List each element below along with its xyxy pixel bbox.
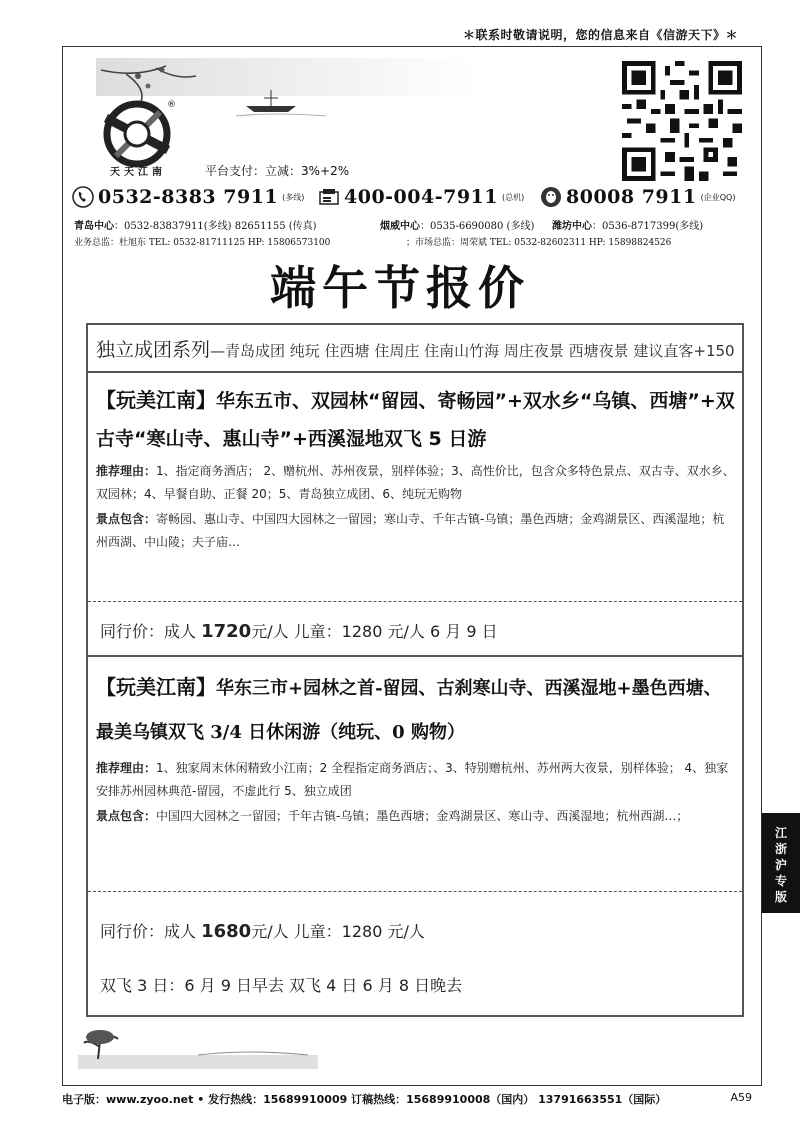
divider [88,371,742,373]
market-director: ；市场总监：周荣斌 TEL: 0532-82602311 HP: 15898824526 [406,238,672,248]
series-lead: 独立成团系列 [96,339,211,361]
business-director: 业务总监：杜旭东 TEL: 0532-81711125 HP: 15806573100 [74,238,331,248]
phone-icon [72,186,94,208]
series-heading [96,335,735,362]
center-yanwei: 烟威中心：0535-6690080 (多线) [380,221,535,232]
tour-card-1[interactable] [96,381,736,554]
tiantian-jiangnan-logo [98,98,176,170]
registered-mark: ® [167,100,176,110]
hotline-number: 80008 7911 [566,186,697,208]
flight-schedule: 双飞 3 日：6 月 9 日早去 双飞 4 日 6 月 8 日晚去 [100,976,463,995]
tour-price: 同行价：成人 1720元/人 儿童：1280 元/人 6 月 9 日 [100,621,498,642]
tour-reasons: 推荐理由：1、指定商务酒店； 2、赠杭州、苏州夜景，别样体验；3、高性价比，包含众多特色景点、双古寺、双水乡、双园林；4、早餐自助、正餐 20；5、青岛独立成团、6、纯玩无购物 [96,464,735,501]
footer-contacts: 电子版：www.zyoo.net • 发行热线：15689910009 订稿热线：15689910008（国内） 13791663551（国际） [62,1093,667,1106]
fax-icon [318,186,340,208]
tour-title: 【玩美江南】华东五市、双园林“留园、寄畅园”+双水乡“乌镇、西塘”+双古寺“寒山寺、惠山寺”+西溪湿地双飞 5 日游 [96,388,735,450]
adult-price: 1680 [201,921,252,942]
tour-card-2[interactable] [96,665,736,828]
hotline-tag: (总机) [501,192,525,202]
qq-icon [540,186,562,208]
center-qingdao: 青岛中心：0532-83837911(多线) 82651155 (传真) [74,221,317,232]
hotline-phone[interactable] [72,186,304,208]
payment-discount: 平台支付：立减：3%+2% [205,164,350,178]
region-side-tab[interactable]: 江 浙 沪 专 版 [762,813,800,913]
hotline-main[interactable] [318,186,524,208]
page-title: 端午节报价 [270,261,530,315]
tour-price: 同行价：成人 1680元/人 儿童：1280 元/人 [100,921,425,942]
tour-spots: 景点包含：寄畅园、惠山寺、中国四大园林之一留园；寒山寺、千年古镇-乌镇；墨色西塘；金鸡湖景区、西溪湿地；杭州西湖、中山陵；夫子庙… [96,512,725,549]
qr-code[interactable] [622,60,742,182]
hotline-row [72,186,762,212]
hotline-number: 0532-8383 7911 [98,186,279,208]
adult-price: 1720 [201,621,252,642]
hotline-tag: (多线) [282,192,305,202]
center-weifang: 潍坊中心：0536-8717399(多线) [552,221,704,232]
tour-spots: 景点包含：中国四大园林之一留园；千年古镇-乌镇；墨色西塘；金鸡湖景区、寒山寺、西溪湿地；杭州西湖…； [96,809,689,823]
tour-reasons: 推荐理由：1、独家周末休闲精致小江南；2 全程指定商务酒店；、3、特别赠杭州、苏州两大夜景，别样体验； 4、独家安排苏州园林典范-留园，不虚此行 5、独立成团 [96,761,729,798]
page-number: A59 [730,1091,752,1104]
tour-title: 【玩美江南】华东三市+园林之首-留园、古刹寒山寺、西溪湿地+墨色西塘、最美乌镇双飞 3/4 日休闲游（纯玩、0 购物） [96,675,722,743]
series-tail: —青岛成团 纯玩 住西塘 住周庄 住南山竹海 周庄夜景 西塘夜景 建议直客+150 [210,342,735,360]
hotline-number: 400-004-7911 [344,186,498,208]
dashed-divider [88,891,742,892]
logo-name: 天天江南 [110,167,166,178]
hotline-qq[interactable] [540,186,735,208]
hotline-tag: (企业QQ) [700,192,736,202]
divider [88,655,742,657]
source-note: ＊联系时敬请说明，您的信息来自《信游天下》＊ [462,28,738,42]
tour-listing-box [86,323,744,1017]
dashed-divider [88,601,742,602]
ink-tree-decoration [78,1025,318,1073]
